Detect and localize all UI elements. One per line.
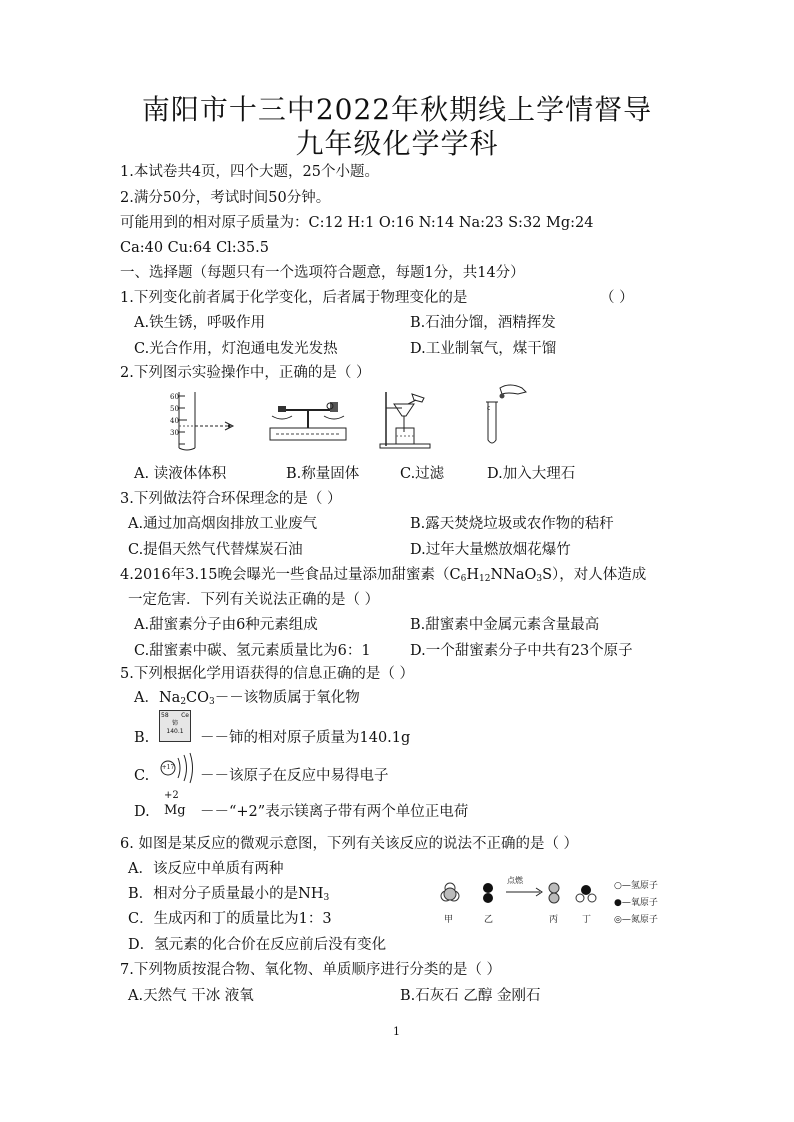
q5-option-a: A．$Na_2CO_3--$该物质属于氧化物 xyxy=(134,690,360,707)
q5-stem: 5.下列根据化学用语获得的信息正确的是（ ） xyxy=(120,666,414,682)
q1-stem: 1.下列变化前者属于化学变化，后者属于物理变化的是 xyxy=(120,290,468,306)
q1-option-c: C.光合作用，灯泡通电发光发热 xyxy=(134,341,338,357)
balance-figure xyxy=(266,398,350,444)
reaction-condition: 点燃 xyxy=(507,876,523,885)
q4-option-a: A.甜蜜素分子由6种元素组成 xyxy=(134,617,318,633)
mg-charge-sup: +2 xyxy=(164,790,179,801)
atom-core-charge: +17 xyxy=(161,764,175,771)
q5-option-b-label: B. xyxy=(134,730,150,746)
exam-title-line2: 九年级化学学科 xyxy=(295,127,499,160)
diagram-label-bing: 丙 xyxy=(549,915,559,925)
q1-option-d: D.工业制氧气，煤干馏 xyxy=(410,341,557,357)
legend-nitrogen: ◎—氮原子 xyxy=(614,915,658,925)
q2-option-b: B.称量固体 xyxy=(286,466,360,482)
q5-option-b-text: －－铈的相对原子质量为140.1g xyxy=(200,730,411,746)
element-tile-cerium: 58 Ce 铈 140.1 xyxy=(159,710,191,742)
diagram-label-ding: 丁 xyxy=(582,915,592,925)
test-tube-figure xyxy=(478,382,538,448)
q5-option-d-text: －－“+2”表示镁离子带有两个单位正电荷 xyxy=(200,804,469,820)
cylinder-mark-50: 50 xyxy=(170,405,179,413)
q6-option-a: A．该反应中单质有两种 xyxy=(128,861,284,877)
q7-option-b: B.石灰石 乙醇 金刚石 xyxy=(400,988,541,1004)
q4-option-b: B.甜蜜素中金属元素含量最高 xyxy=(410,617,600,633)
section-heading: 一、选择题（每题只有一个选项符合题意，每题1分，共14分） xyxy=(120,265,525,281)
page-number: 1 xyxy=(393,1025,400,1038)
q3-option-c: C.提倡天然气代替煤炭石油 xyxy=(128,542,303,558)
note-2: 2.满分50分，考试时间50分钟。 xyxy=(120,190,331,206)
cylinder-mark-30: 30 xyxy=(170,429,179,437)
q6-option-b: B．相对分子质量最小的是$NH_3$ xyxy=(128,886,330,903)
exam-title-line1: 南阳市十三中2022年秋期线上学情督导 xyxy=(141,93,653,126)
q1-option-a: A.铁生锈，呼吸作用 xyxy=(134,315,266,331)
filtration-figure xyxy=(378,390,438,450)
q7-stem: 7.下列物质按混合物、氧化物、单质顺序进行分类的是（ ） xyxy=(120,962,501,978)
q2-option-c: C.过滤 xyxy=(400,466,445,482)
diagram-label-jia: 甲 xyxy=(444,915,454,925)
atom-legend xyxy=(614,878,658,929)
q6-option-c: C．生成丙和丁的质量比为1：3 xyxy=(128,911,332,927)
q4-option-d: D.一个甜蜜素分子中共有23个原子 xyxy=(410,643,633,659)
q5-option-d-label: D. xyxy=(134,804,150,820)
q5-option-c-text: －－该原子在反应中易得电子 xyxy=(200,768,389,784)
q4-stem-line2: 一定危害．下列有关说法正确的是（ ） xyxy=(128,592,380,608)
q2-option-a: A. 读液体体积 xyxy=(134,466,227,482)
q3-option-b: B.露天焚烧垃圾或农作物的秸秆 xyxy=(410,516,614,532)
q4-stem: 4.2016年3.15晚会曝光一些食品过量添加甜蜜素$(C_6H_{12}NNaO_3S)$，对人体造成 xyxy=(120,567,647,584)
q3-stem: 3.下列做法符合环保理念的是（ ） xyxy=(120,491,342,507)
q5-option-c-label: C. xyxy=(134,768,150,784)
legend-hydrogen: ○—氢原子 xyxy=(614,881,658,891)
atomic-masses-2: Ca:40 Cu:64 Cl:35.5 xyxy=(120,240,269,256)
svg-text:c: c xyxy=(487,405,491,412)
q1-answer-blank: （ ） xyxy=(600,290,634,306)
q2-option-d: D.加入大理石 xyxy=(487,466,576,482)
q1-option-b: B.石油分馏，酒精挥发 xyxy=(410,315,556,331)
q6-stem: 6. 如图是某反应的微观示意图，下列有关该反应的说法不正确的是（ ） xyxy=(120,836,579,852)
legend-oxygen: ●—氧原子 xyxy=(614,898,658,908)
diagram-label-yi: 乙 xyxy=(484,915,494,925)
mg-symbol: Mg xyxy=(164,803,186,818)
q3-option-d: D.过年大量燃放烟花爆竹 xyxy=(410,542,571,558)
q4-option-c: C.甜蜜素中碳、氢元素质量比为6：1 xyxy=(134,643,371,659)
q6-option-d: D．氢元素的化合价在反应前后没有变化 xyxy=(128,937,387,953)
q2-stem: 2.下列图示实验操作中，正确的是（ ） xyxy=(120,365,371,381)
q7-option-a: A.天然气 干冰 液氧 xyxy=(128,988,254,1004)
atomic-masses-1: 可能用到的相对原子质量为：C:12 H:1 O:16 N:14 Na:23 S:32 Mg:24 xyxy=(120,215,594,231)
q3-option-a: A.通过加高烟囱排放工业废气 xyxy=(128,516,318,532)
cylinder-mark-60: 60 xyxy=(170,393,179,401)
note-1: 1.本试卷共4页，四个大题，25个小题。 xyxy=(120,164,380,180)
cylinder-mark-40: 40 xyxy=(170,417,179,425)
